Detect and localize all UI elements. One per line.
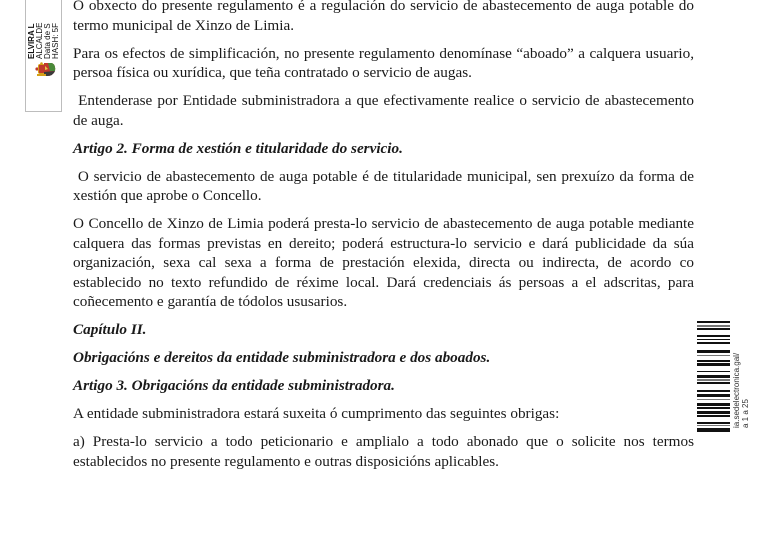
signature-text [28,1,62,59]
page-count: a 1 a 25 [741,399,750,428]
barcode-icon [697,321,730,432]
signer-role: ALCALDE [35,22,44,59]
verification-text [732,352,767,542]
document-page [73,0,694,480]
signer-name: ELVIRA L [27,23,36,59]
paragraph-aboado-definition: Para os efectos de simplificación, no presente regulamento denomínase “aboado” a calquera usuario, persoa física ou xurídica, que teña contratado o servicio de augas. [73,44,694,81]
paragraph-titularity: O servicio de abastecemento de auga potable é de titularidade municipal, sen prexuízo da forma de xestión que aprobe o Concello. [73,167,694,204]
heading-artigo-3: Artigo 3. Obrigacións da entidade subministradora. [73,377,395,394]
paragraph-management-forms: O Concello de Xinzo de Limia poderá presta-lo servicio de abastecemento de auga potable mediante calquera das formas previstas en dereito; poderá estructura-lo servicio e dará publicidade da súa organización, sexa cal sexa a forma de prestación elexida, directa ou indirecta, de acordo co establecido no texto refundido de réxime local. Dará credenciais ás persoas a el adscritas, para coñecemento e garantía de tódolos ususarios. [73,215,694,310]
paragraph-obligation-a: a) Presta-lo servicio a todo peticionario e amplialo a todo abonado que o solicite nos termos establecidos no presente regulamento e outras disposicións aplicables. [73,433,694,470]
heading-artigo-2: Artigo 2. Forma de xestión e titularidade do servicio. [73,139,403,157]
paragraph-obligations-intro: A entidade subministradora estará suxeita ó cumprimento das seguintes obrigas: [73,405,560,422]
signature-date: Data de S [43,23,52,59]
signature-panel [25,0,62,112]
signature-hash: HASH: 5F [51,22,60,59]
verification-url[interactable]: ia.sedelectronica.gal/ [732,352,741,428]
paragraph-entity-definition: Entenderase por Entidade subministradora a que efectivamente realice o servicio de abastecemento de auga. [73,92,694,129]
heading-capitulo-2: Capítulo II. [73,321,147,338]
heading-obligations-rights: Obrigacións e dereitos da entidade subministradora e dos aboados. [73,349,491,366]
paragraph-object: O obxecto do presente regulamento é a regulación do servicio de abastecemento de auga potable do termo municipal de Xinzo de Limia. [73,0,694,34]
municipal-coat-of-arms-icon [33,57,57,81]
